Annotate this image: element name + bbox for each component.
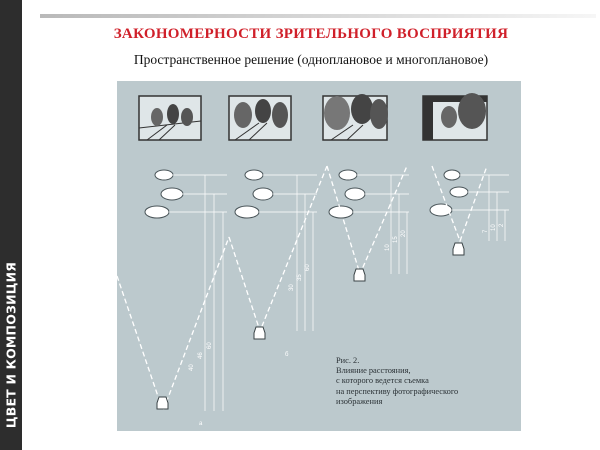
dist-10b: 10 bbox=[491, 224, 497, 231]
dist-60b: 60 bbox=[305, 264, 311, 271]
caption-line: на перспективу фотографического bbox=[336, 386, 459, 396]
figure-caption bbox=[336, 356, 516, 407]
thumbnail-4 bbox=[423, 93, 487, 140]
caption-line: Влияние расстояния, bbox=[336, 366, 411, 376]
caption-line: Рис. 2. bbox=[336, 356, 360, 365]
marker-a: а bbox=[199, 421, 203, 427]
dist-60: 60 bbox=[207, 342, 213, 349]
caption-line: изображения bbox=[336, 396, 383, 406]
dist-15: 15 bbox=[393, 236, 399, 243]
thumbnail-3 bbox=[323, 94, 388, 140]
trees-group-a bbox=[145, 170, 183, 218]
dist-7: 7 bbox=[483, 229, 489, 233]
thumbnail-2 bbox=[229, 96, 291, 140]
page-subtitle: Пространственное решение (одноплановое и многоплановое) bbox=[133, 52, 489, 67]
dist-46: 46 bbox=[198, 352, 204, 359]
thumbnail-1 bbox=[139, 96, 201, 140]
trees-group-b bbox=[235, 170, 273, 218]
marker-b: б bbox=[285, 352, 289, 358]
dist-20: 20 bbox=[401, 230, 407, 237]
header-rule bbox=[40, 14, 596, 18]
page-title: ЗАКОНОМЕРНОСТИ ЗРИТЕЛЬНОГО ВОСПРИЯТИЯ bbox=[113, 26, 509, 42]
perspective-figure bbox=[117, 81, 521, 431]
dist-10: 10 bbox=[385, 244, 391, 251]
dist-40: 40 bbox=[189, 364, 195, 371]
sidebar-label: ЦВЕТ И КОМПОЗИЦИЯ bbox=[3, 261, 19, 429]
caption-line: с которого ведется съемка bbox=[336, 376, 429, 386]
dist-2: 2 bbox=[499, 223, 505, 227]
dist-30: 30 bbox=[289, 284, 295, 291]
trees-group-c bbox=[329, 170, 365, 218]
dist-35: 35 bbox=[297, 274, 303, 281]
